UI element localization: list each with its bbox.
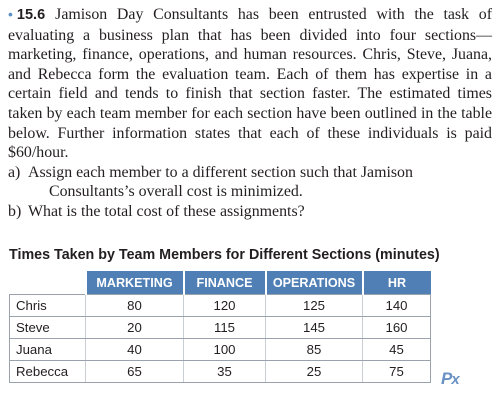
cell-finance: 100 xyxy=(184,339,266,361)
row-name: Steve xyxy=(10,317,86,339)
problem-statement xyxy=(8,5,492,163)
row-name: Juana xyxy=(10,339,86,361)
problem-text: Jamison Day Consultants has been entrusted with the task of evaluating a business plan that has been divided into four sections—marketing, finance, operations, and human resources. Chris, Steve, Juana, and Rebecca form the evaluation team. Each of them has expertise in a certain field and tends to finish that section faster. The estimated times taken by each team member for each section have been outlined in the table below. Further information states that each of these individuals is paid $60/hour. xyxy=(8,6,492,162)
table-row xyxy=(10,317,431,339)
bullet-dot-icon: • xyxy=(8,6,13,22)
header-finance: FINANCE xyxy=(184,271,266,295)
cell-marketing: 20 xyxy=(86,317,184,339)
table-row xyxy=(10,339,431,361)
part-b xyxy=(8,202,492,222)
cell-finance: 115 xyxy=(184,317,266,339)
cell-hr: 140 xyxy=(363,295,431,317)
part-a-line1: Assign each member to a different section such that Jamison xyxy=(28,163,413,181)
cell-operations: 25 xyxy=(266,361,363,383)
row-name: Chris xyxy=(10,295,86,317)
cell-hr: 75 xyxy=(363,361,431,383)
cell-finance: 35 xyxy=(184,361,266,383)
table-title: Times Taken by Team Members for Different Sections (minutes) xyxy=(9,247,440,263)
table-row xyxy=(10,361,431,383)
table-row xyxy=(10,295,431,317)
part-b-text: What is the total cost of these assignments? xyxy=(28,202,305,220)
cell-operations: 85 xyxy=(266,339,363,361)
header-hr: HR xyxy=(363,271,431,295)
cell-marketing: 80 xyxy=(86,295,184,317)
part-a-line2: Consultants’s overall cost is minimized. xyxy=(49,183,303,201)
header-marketing: MARKETING xyxy=(86,271,184,295)
times-table xyxy=(9,271,431,383)
cell-operations: 145 xyxy=(266,317,363,339)
problem-block xyxy=(8,5,492,222)
header-operations: OPERATIONS xyxy=(266,271,363,295)
px-logo-icon: Px xyxy=(441,369,459,388)
cell-hr: 45 xyxy=(363,339,431,361)
cell-operations: 125 xyxy=(266,295,363,317)
part-a-letter: a) xyxy=(8,163,21,181)
cell-marketing: 65 xyxy=(86,361,184,383)
problem-number: 15.6 xyxy=(16,7,46,23)
cell-hr: 160 xyxy=(363,317,431,339)
cell-marketing: 40 xyxy=(86,339,184,361)
row-name: Rebecca xyxy=(10,361,86,383)
part-b-letter: b) xyxy=(8,202,22,220)
header-blank xyxy=(10,271,86,295)
cell-finance: 120 xyxy=(184,295,266,317)
table-header-row xyxy=(10,271,431,295)
part-a xyxy=(8,163,492,202)
